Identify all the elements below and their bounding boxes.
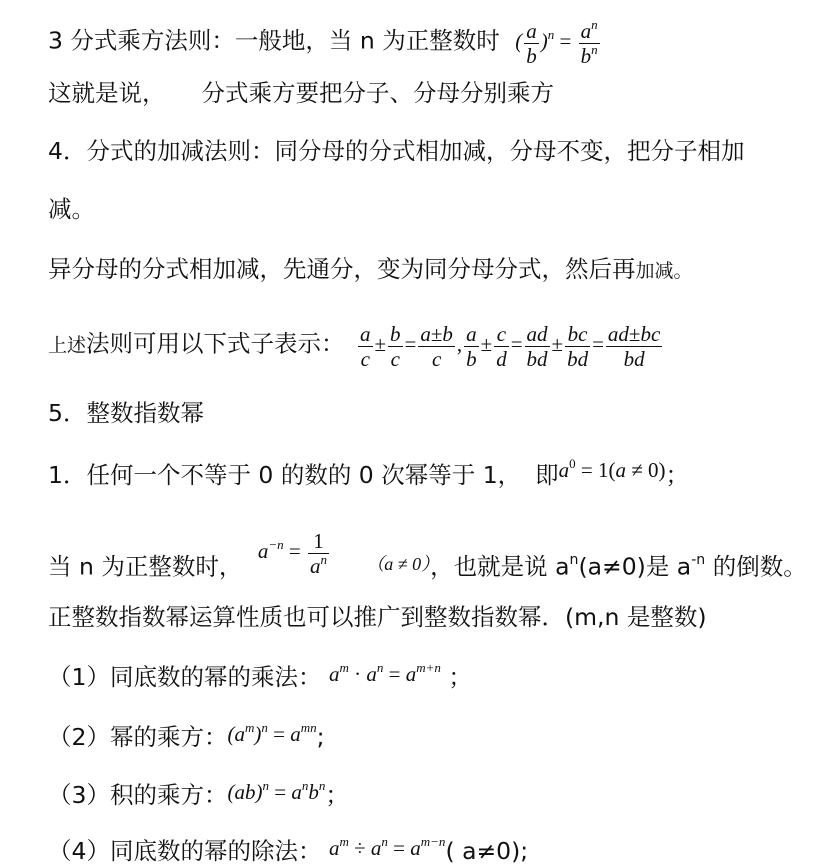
section-heading bbox=[48, 398, 831, 428]
superscript-n: n bbox=[569, 551, 579, 568]
formula-product-power: $(ab)^n = a^nb^n$ bbox=[227, 777, 326, 804]
property-product-power-text: （3）积的乘方： bbox=[48, 781, 228, 809]
property-power bbox=[48, 719, 831, 753]
rule-negative-exponent-text: 当 n 为正整数时， bbox=[48, 552, 243, 581]
rule-unlike-denominator-text: 异分母的分式相加减，先通分，变为同分母分式，然后再 bbox=[48, 255, 636, 283]
rule-zero-exponent-end: ； bbox=[665, 461, 690, 489]
formula-add-subtract: $\frac{a}{c}$ ± $\frac{b}{c}$ = $\frac{a\pm b}{c}$ , $\frac{a}{b}$ ± $\frac{c}{d}$ = $\frac{ad}{bd}$ ± $\frac{bc}{bd}$ = $\frac{ad\pm bc}{bd}$ bbox=[360, 322, 661, 371]
formula-zero-exponent: $a^0 = 1(a \ne 0)$ bbox=[558, 455, 666, 482]
property-quotient bbox=[48, 833, 831, 867]
property-quotient-text: （4）同底数的幂的除法： bbox=[48, 837, 322, 865]
superscript-minus-n: -n bbox=[691, 551, 706, 568]
rule-negative-exponent-note3: 的倒数。 bbox=[705, 552, 807, 581]
rule-unlike-denominator bbox=[48, 254, 831, 286]
rule-negative-exponent-note: ，也就是说 a bbox=[430, 552, 570, 581]
condition-a-nonzero: （a ≠ 0） bbox=[366, 554, 431, 575]
property-product-text: （1）同底数的幂的乘法： bbox=[48, 663, 322, 691]
rule-fraction-power bbox=[48, 16, 831, 68]
formula-line-lead: 上述 bbox=[48, 334, 87, 357]
property-product-power-end: ； bbox=[325, 781, 349, 809]
explanation-line bbox=[48, 78, 831, 108]
formula-product: $a^m \cdot a^n = a^{m+n}$ bbox=[328, 659, 441, 686]
formula-quotient: $a^m \div a^n = a^{m-n}$ bbox=[328, 833, 446, 860]
rule-add-subtract-cont bbox=[48, 194, 831, 224]
rule-add-subtract-text: 4．分式的加减法则：同分母的分式相加减，分母不变，把分子相加 bbox=[48, 137, 745, 165]
explanation-lead: 这就是说， bbox=[48, 79, 166, 107]
formula-line bbox=[48, 322, 831, 371]
rule-zero-exponent bbox=[48, 455, 831, 491]
integer-exponent-extension-text: 正整数指数幂运算性质也可以推广到整数指数幂．(m,n 是整数) bbox=[48, 603, 707, 631]
property-product-end: ； bbox=[448, 663, 472, 691]
explanation-body: 分式乘方要把分子、分母分别乘方 bbox=[201, 79, 554, 107]
rule-negative-exponent-note2: (a≠0)是 a bbox=[578, 552, 692, 581]
formula-negative-exponent: $a^{-n}$ = $\frac{1}{a^n}$ bbox=[257, 529, 327, 578]
rule-fraction-power-text: 3 分式乘方法则：一般地，当 n 为正整数时 bbox=[48, 26, 500, 55]
rule-negative-exponent bbox=[48, 529, 831, 594]
property-power-text: （2）幂的乘方： bbox=[48, 723, 228, 751]
integer-exponent-extension bbox=[48, 602, 831, 632]
property-product bbox=[48, 659, 831, 693]
property-product-power bbox=[48, 777, 831, 811]
formula-fraction-power: ( $\frac{a}{b}$ )$^n$ = $\frac{a^n}{b^n}$ bbox=[515, 16, 598, 68]
formula-line-text: 法则可用以下式子表示： bbox=[86, 329, 345, 358]
rule-zero-exponent-text: 1．任何一个不等于 0 的数的 0 次幂等于 1， bbox=[48, 461, 522, 489]
formula-power: $(a^m)^n = a^{mn}$ bbox=[227, 719, 317, 746]
property-quotient-end: ( a≠0); bbox=[445, 837, 529, 865]
property-power-end: ; bbox=[316, 723, 325, 751]
section-heading-text: 5．整数指数幂 bbox=[48, 399, 204, 427]
rule-add-subtract bbox=[48, 136, 831, 166]
rule-unlike-denominator-end: 加减。 bbox=[635, 260, 693, 282]
rule-zero-exponent-ie: 即 bbox=[535, 461, 559, 489]
rule-add-subtract-cont-text: 减。 bbox=[48, 195, 95, 223]
